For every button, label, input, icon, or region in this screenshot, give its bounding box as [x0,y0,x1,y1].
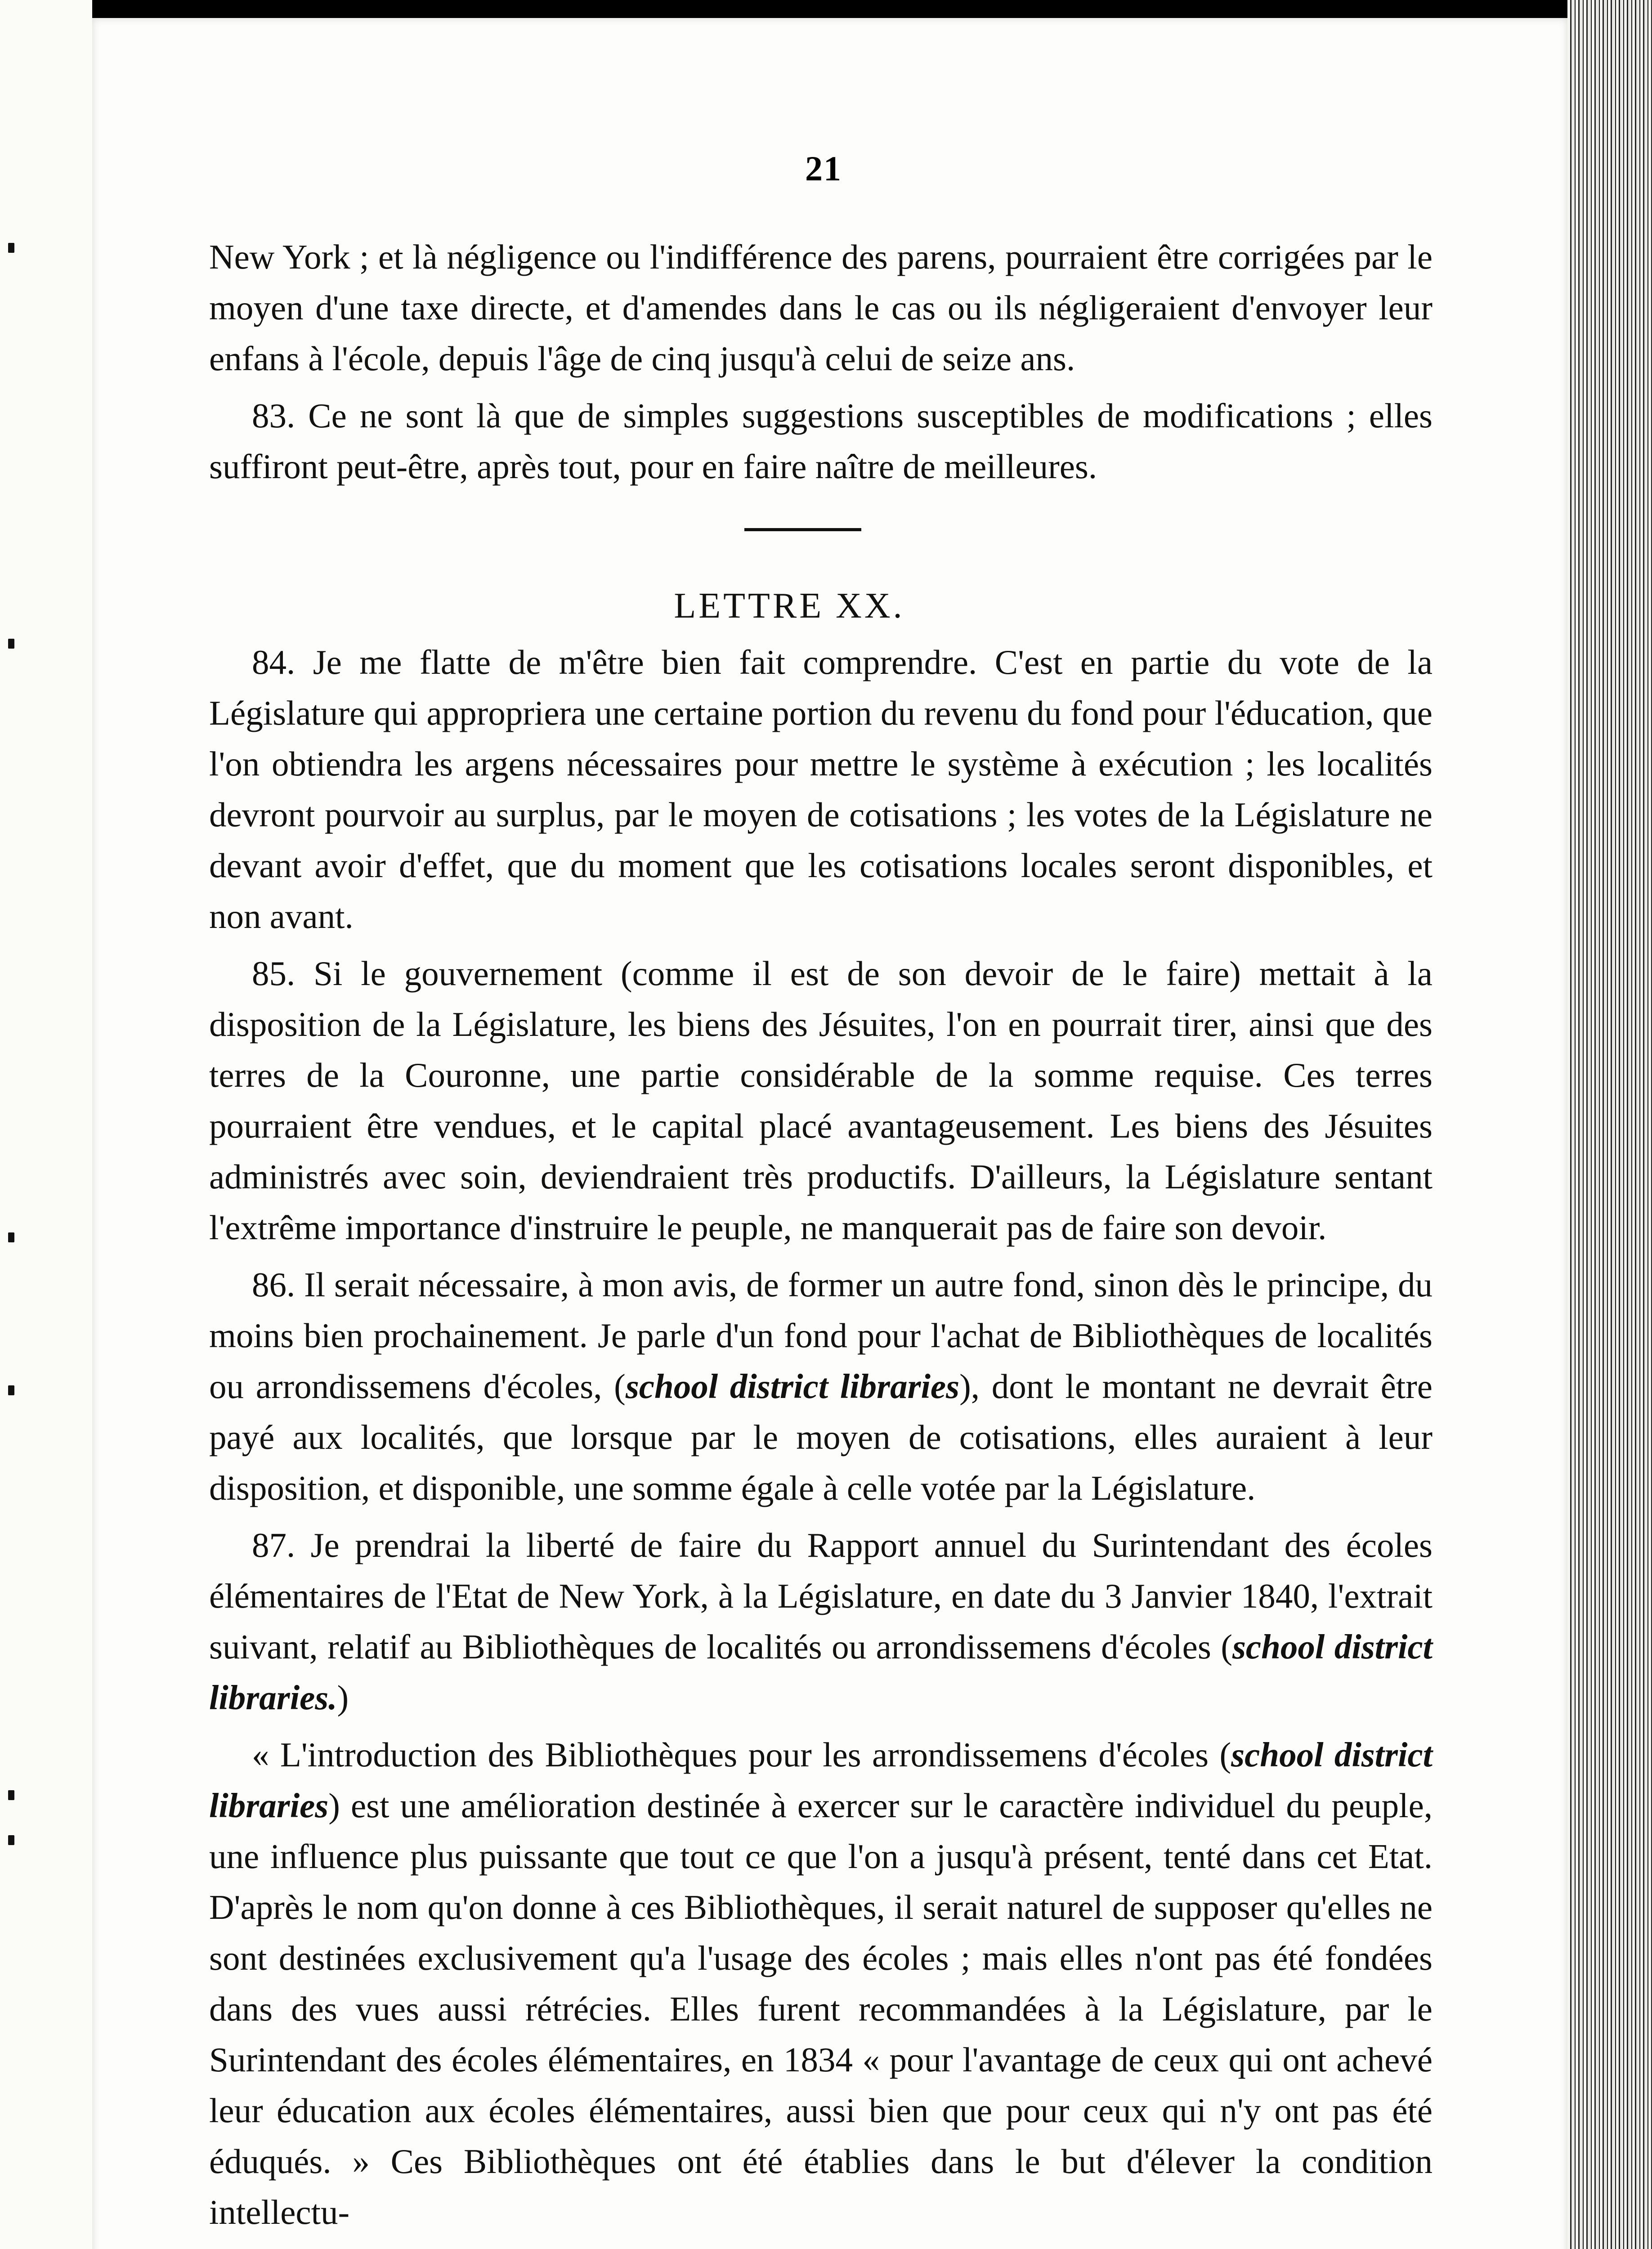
margin-mark [8,1232,14,1242]
paragraph-87 [209,1520,1433,1723]
left-facing-page-edge [0,0,92,2249]
book-binding-edge [1567,0,1652,2249]
paragraph-86-text: 86. Il serait nécessaire, à mon avis, de former un autre fond, sinon dès le principe, du moins bien prochainement. Je parle d'un fond pour l'achat de Bibliothèques de localités ou arrondissemens d'écoles, ( [209,1265,1433,1406]
margin-mark [8,639,14,649]
paragraph-83: 83. Ce ne sont là que de simples suggestions susceptibles de modifications ; elles suffiront peut-être, après tout, pour en faire naître de meilleures. [209,396,1433,486]
paragraph-87-text-end: ) [337,1678,349,1717]
paragraph-84: 84. Je me flatte de m'être bien fait comprendre. C'est en partie du vote de la Législature qui appropriera une certaine portion du revenu du fond pour l'éducation, que l'on obtiendra les argens nécessaires pour mettre le système à exécution ; les localités devront pourvoir au surplus, par le moyen de cotisations ; les votes de la Législature ne devant avoir d'effet, que du moment que les cotisations locales seront disponibles, et non avant. [209,643,1433,936]
margin-mark [8,1385,14,1395]
paragraph-86 [209,1259,1433,1514]
margin-mark [8,1835,14,1845]
paragraph-85: 85. Si le gouvernement (comme il est de son devoir de le faire) mettait à la disposition de la Législature, les biens des Jésuites, l'on en pourrait tirer, ainsi que des terres de la Couronne, une partie considérable de la somme requise. Ces terres pourraient être vendues, et le capital placé avantageusement. Les biens des Jésuites administrés avec soin, deviendraient très productifs. D'ailleurs, la Législature sentant l'extrême importance d'instruire le peuple, ne manquerait pas de faire son devoir. [209,954,1433,1247]
margin-mark [8,243,14,253]
letter-heading: LETTRE XX. [674,586,905,626]
quoted-report [209,1729,1433,2238]
margin-mark [8,1790,14,1800]
quoted-report-text-end: ) est une amélioration destinée à exercer sur le caractère individuel du peuple, une influence plus puissante que tout ce que l'on a jusqu'à présent, tenté dans cet Etat. D'après le nom qu'on donne à ces Bibliothèques, il serait naturel de supposer qu'elles ne sont destinées exclusivement qu'a l'usage des écoles ; mais elles n'ont pas été fondées dans des vues aussi rétrécies. Elles furent recommandées à la Législature, par le Surintendant des écoles élémentaires, en 1834 « pour l'avantage de ceux qui ont achevé leur éducation aux écoles élémentaires, aussi bien que pour ceux qui n'y ont pas été éduqués. » Ces Bibliothèques ont été établies dans le but d'élever la condition intellectu- [209,1786,1433,2231]
paragraph-87-text: 87. Je prendrai la liberté de faire du Rapport annuel du Surintendant des écoles élémentaires de l'Etat de New York, à la Législature, en date du 3 Janvier 1840, l'extrait suivant, relatif au Bibliothèques de localités ou arrondissemens d'écoles ( [209,1526,1433,1666]
quoted-report-text: « L'introduction des Bibliothèques pour les arrondissemens d'écoles ( [252,1735,1231,1774]
paragraph-continued: New York ; et là négligence ou l'indifférence des parens, pourraient être corrigées par le moyen d'une taxe directe, et d'amendes dans le cas ou ils négligeraient d'envoyer leur enfans à l'école, depuis l'âge de cinq jusqu'à celui de seize ans. [209,237,1433,378]
section-divider [744,528,861,531]
page-number: 21 [805,149,842,188]
paragraph-86-text-end: ), dont le montant ne devrait être payé aux localités, que lorsque par le moyen de cotisations, elles auraient à leur disposition, et disponible, une somme égale à celle votée par la Législature. [209,1367,1433,1507]
quoted-report-italic: school district libraries [209,1735,1433,1825]
page-body [209,232,1433,2238]
paragraph-87-italic: school district libraries. [209,1627,1433,1717]
paragraph-86-italic: school district libraries [625,1367,960,1406]
